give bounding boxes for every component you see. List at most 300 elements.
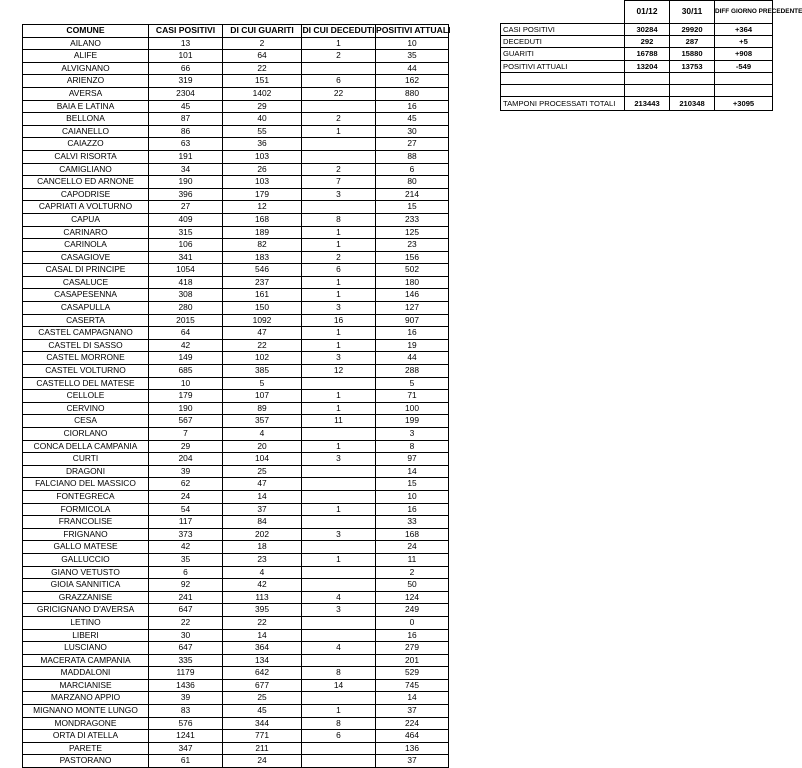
summary-label: GUARITI: [501, 48, 625, 60]
cell-comune: CASTELLO DEL MATESE: [23, 377, 149, 390]
cell-casi-positivi: 45: [149, 100, 223, 113]
table-row: [23, 667, 449, 680]
cell-deceduti: 3: [302, 188, 376, 201]
cell-guariti: 189: [223, 226, 302, 239]
cell-casi-positivi: 62: [149, 478, 223, 491]
cell-positivi-attuali: 33: [376, 516, 449, 529]
summary-value-yesterday: 15880: [670, 48, 715, 60]
cell-guariti: 771: [223, 730, 302, 743]
cell-positivi-attuali: 168: [376, 528, 449, 541]
cell-positivi-attuali: 127: [376, 302, 449, 315]
table-row: [23, 100, 449, 113]
cell-guariti: 1092: [223, 314, 302, 327]
table-row: [23, 365, 449, 378]
cell-deceduti: 3: [302, 528, 376, 541]
cell-casi-positivi: 567: [149, 415, 223, 428]
cell-comune: CANCELLO ED ARNONE: [23, 176, 149, 189]
cell-deceduti: 1: [302, 705, 376, 718]
cell-positivi-attuali: 10: [376, 490, 449, 503]
summary-label: [501, 85, 625, 97]
cell-guariti: 357: [223, 415, 302, 428]
table-row: [23, 352, 449, 365]
cell-casi-positivi: 418: [149, 276, 223, 289]
table-row: [23, 390, 449, 403]
cell-comune: MARZANO APPIO: [23, 692, 149, 705]
cell-deceduti: [302, 138, 376, 151]
cell-guariti: 40: [223, 113, 302, 126]
cell-casi-positivi: 149: [149, 352, 223, 365]
cell-positivi-attuali: 136: [376, 742, 449, 755]
table-row: [23, 503, 449, 516]
table-row: [23, 201, 449, 214]
cell-deceduti: 2: [302, 50, 376, 63]
table-row: [23, 591, 449, 604]
cell-positivi-attuali: 180: [376, 276, 449, 289]
cell-deceduti: [302, 755, 376, 768]
cell-deceduti: [302, 692, 376, 705]
cell-deceduti: 7: [302, 176, 376, 189]
cell-deceduti: [302, 516, 376, 529]
table-row: [23, 654, 449, 667]
cell-comune: MADDALONI: [23, 667, 149, 680]
summary-value-today: 13204: [625, 60, 670, 72]
cell-positivi-attuali: 6: [376, 163, 449, 176]
cell-comune: CASERTA: [23, 314, 149, 327]
table-row: [23, 138, 449, 151]
cell-casi-positivi: 86: [149, 125, 223, 138]
table-row: [23, 264, 449, 277]
cell-casi-positivi: 42: [149, 541, 223, 554]
cell-positivi-attuali: 279: [376, 642, 449, 655]
cell-guariti: 364: [223, 642, 302, 655]
table-row: [23, 302, 449, 315]
summary-diff: +908: [715, 48, 773, 60]
cell-casi-positivi: 87: [149, 113, 223, 126]
cell-comune: CASTEL MORRONE: [23, 352, 149, 365]
cell-deceduti: [302, 654, 376, 667]
summary-header-row: [501, 1, 773, 24]
cell-positivi-attuali: 224: [376, 717, 449, 730]
cell-positivi-attuali: 249: [376, 604, 449, 617]
cell-comune: GALLUCCIO: [23, 553, 149, 566]
summary-row: [501, 36, 773, 48]
cell-guariti: 45: [223, 705, 302, 718]
cell-deceduti: 1: [302, 327, 376, 340]
table-row: [23, 289, 449, 302]
cell-deceduti: 1: [302, 553, 376, 566]
cell-deceduti: 22: [302, 87, 376, 100]
cell-positivi-attuali: 15: [376, 478, 449, 491]
summary-value-yesterday: 13753: [670, 60, 715, 72]
cell-comune: ALIFE: [23, 50, 149, 63]
cell-guariti: 29: [223, 100, 302, 113]
summary-header-date-yesterday: 30/11: [670, 1, 715, 24]
table-row: [23, 465, 449, 478]
table-row: [23, 125, 449, 138]
cell-casi-positivi: 101: [149, 50, 223, 63]
summary-label: POSITIVI ATTUALI: [501, 60, 625, 72]
cell-positivi-attuali: 88: [376, 150, 449, 163]
summary-value-yesterday: 29920: [670, 24, 715, 36]
cell-deceduti: 1: [302, 503, 376, 516]
cell-comune: CASTEL CAMPAGNANO: [23, 327, 149, 340]
cell-guariti: 546: [223, 264, 302, 277]
cell-casi-positivi: 1436: [149, 679, 223, 692]
cell-guariti: 642: [223, 667, 302, 680]
cell-casi-positivi: 647: [149, 604, 223, 617]
cell-casi-positivi: 2015: [149, 314, 223, 327]
cell-deceduti: [302, 579, 376, 592]
cell-casi-positivi: 13: [149, 37, 223, 50]
summary-value-yesterday: [670, 85, 715, 97]
cell-guariti: 20: [223, 440, 302, 453]
summary-value-today: 213443: [625, 97, 670, 111]
cell-positivi-attuali: 44: [376, 352, 449, 365]
cell-deceduti: 1: [302, 226, 376, 239]
cell-deceduti: 1: [302, 125, 376, 138]
cell-positivi-attuali: 35: [376, 50, 449, 63]
table-row: [23, 566, 449, 579]
summary-row: [501, 85, 773, 97]
cell-comune: BELLONA: [23, 113, 149, 126]
cell-casi-positivi: 308: [149, 289, 223, 302]
cell-deceduti: 3: [302, 453, 376, 466]
table-row: [23, 742, 449, 755]
table-row: [23, 490, 449, 503]
cell-guariti: 47: [223, 478, 302, 491]
cell-positivi-attuali: 27: [376, 138, 449, 151]
comuni-table-body: [23, 37, 449, 767]
summary-table-body: [501, 24, 773, 111]
cell-positivi-attuali: 201: [376, 654, 449, 667]
table-row: [23, 705, 449, 718]
cell-casi-positivi: 341: [149, 251, 223, 264]
cell-deceduti: 8: [302, 717, 376, 730]
cell-deceduti: [302, 629, 376, 642]
cell-guariti: 104: [223, 453, 302, 466]
summary-value-yesterday: 210348: [670, 97, 715, 111]
cell-comune: LIBERI: [23, 629, 149, 642]
cell-guariti: 89: [223, 402, 302, 415]
cell-guariti: 5: [223, 377, 302, 390]
cell-positivi-attuali: 19: [376, 339, 449, 352]
cell-casi-positivi: 106: [149, 239, 223, 252]
cell-deceduti: [302, 100, 376, 113]
table-row: [23, 604, 449, 617]
cell-guariti: 113: [223, 591, 302, 604]
cell-comune: CASAGIOVE: [23, 251, 149, 264]
table-row: [23, 528, 449, 541]
cell-deceduti: 8: [302, 667, 376, 680]
table-row: [23, 87, 449, 100]
table-row: [23, 276, 449, 289]
cell-deceduti: 6: [302, 264, 376, 277]
cell-positivi-attuali: 44: [376, 62, 449, 75]
cell-casi-positivi: 280: [149, 302, 223, 315]
cell-comune: MONDRAGONE: [23, 717, 149, 730]
col-header-guariti: DI CUI GUARITI: [223, 25, 302, 38]
cell-positivi-attuali: 37: [376, 705, 449, 718]
cell-positivi-attuali: 0: [376, 616, 449, 629]
summary-header-blank: [501, 1, 625, 24]
cell-comune: CAPUA: [23, 213, 149, 226]
cell-guariti: 103: [223, 150, 302, 163]
cell-casi-positivi: 396: [149, 188, 223, 201]
summary-header-diff: DIFF GIORNO PRECEDENTE: [715, 1, 773, 24]
cell-casi-positivi: 1179: [149, 667, 223, 680]
cell-guariti: 26: [223, 163, 302, 176]
summary-value-yesterday: 287: [670, 36, 715, 48]
cell-positivi-attuali: 16: [376, 503, 449, 516]
cell-guariti: 82: [223, 239, 302, 252]
cell-casi-positivi: 42: [149, 339, 223, 352]
cell-positivi-attuali: 23: [376, 239, 449, 252]
cell-casi-positivi: 335: [149, 654, 223, 667]
cell-positivi-attuali: 2: [376, 566, 449, 579]
cell-positivi-attuali: 37: [376, 755, 449, 768]
cell-guariti: 2: [223, 37, 302, 50]
cell-positivi-attuali: 50: [376, 579, 449, 592]
summary-value-today: [625, 85, 670, 97]
cell-guariti: 22: [223, 62, 302, 75]
cell-positivi-attuali: 907: [376, 314, 449, 327]
table-row: [23, 541, 449, 554]
cell-positivi-attuali: 745: [376, 679, 449, 692]
table-row: [23, 415, 449, 428]
table-row: [23, 579, 449, 592]
cell-casi-positivi: 39: [149, 692, 223, 705]
table-row: [23, 453, 449, 466]
summary-diff: +5: [715, 36, 773, 48]
summary-diff: [715, 85, 773, 97]
cell-casi-positivi: 1054: [149, 264, 223, 277]
cell-positivi-attuali: 16: [376, 100, 449, 113]
cell-positivi-attuali: 14: [376, 692, 449, 705]
cell-casi-positivi: 2304: [149, 87, 223, 100]
col-header-casi-positivi: CASI POSITIVI: [149, 25, 223, 38]
table-row: [23, 616, 449, 629]
cell-guariti: 183: [223, 251, 302, 264]
summary-value-today: 292: [625, 36, 670, 48]
cell-guariti: 25: [223, 465, 302, 478]
cell-guariti: 107: [223, 390, 302, 403]
cell-positivi-attuali: 529: [376, 667, 449, 680]
cell-positivi-attuali: 10: [376, 37, 449, 50]
table-row: [23, 478, 449, 491]
table-row: [23, 755, 449, 768]
cell-deceduti: 3: [302, 604, 376, 617]
cell-casi-positivi: 685: [149, 365, 223, 378]
cell-deceduti: [302, 490, 376, 503]
cell-casi-positivi: 63: [149, 138, 223, 151]
table-row: [23, 377, 449, 390]
cell-positivi-attuali: 8: [376, 440, 449, 453]
cell-deceduti: 12: [302, 365, 376, 378]
summary-label: CASI POSITIVI: [501, 24, 625, 36]
cell-deceduti: [302, 478, 376, 491]
summary-diff: +364: [715, 24, 773, 36]
cell-comune: FRIGNANO: [23, 528, 149, 541]
cell-casi-positivi: 54: [149, 503, 223, 516]
cell-comune: CALVI RISORTA: [23, 150, 149, 163]
cell-deceduti: 14: [302, 679, 376, 692]
cell-positivi-attuali: 464: [376, 730, 449, 743]
cell-deceduti: [302, 62, 376, 75]
cell-casi-positivi: 34: [149, 163, 223, 176]
col-header-positivi-attuali: POSITIVI ATTUALI: [376, 25, 449, 38]
cell-comune: CONCA DELLA CAMPANIA: [23, 440, 149, 453]
cell-guariti: 150: [223, 302, 302, 315]
cell-comune: FORMICOLA: [23, 503, 149, 516]
cell-comune: CURTI: [23, 453, 149, 466]
cell-positivi-attuali: 100: [376, 402, 449, 415]
table-row: [23, 50, 449, 63]
cell-deceduti: [302, 428, 376, 441]
cell-deceduti: [302, 742, 376, 755]
col-header-deceduti: DI CUI DECEDUTI: [302, 25, 376, 38]
table-row: [23, 251, 449, 264]
cell-casi-positivi: 92: [149, 579, 223, 592]
summary-diff: [715, 72, 773, 84]
cell-comune: PASTORANO: [23, 755, 149, 768]
cell-comune: CESA: [23, 415, 149, 428]
cell-positivi-attuali: 97: [376, 453, 449, 466]
cell-deceduti: 1: [302, 402, 376, 415]
cell-guariti: 179: [223, 188, 302, 201]
table-row: [23, 642, 449, 655]
summary-value-today: 16788: [625, 48, 670, 60]
cell-positivi-attuali: 125: [376, 226, 449, 239]
cell-guariti: 25: [223, 692, 302, 705]
cell-guariti: 202: [223, 528, 302, 541]
summary-row: [501, 97, 773, 111]
cell-positivi-attuali: 71: [376, 390, 449, 403]
cell-deceduti: [302, 616, 376, 629]
summary-value-today: 30284: [625, 24, 670, 36]
cell-comune: AILANO: [23, 37, 149, 50]
cell-deceduti: [302, 377, 376, 390]
cell-deceduti: [302, 465, 376, 478]
cell-comune: FONTEGRECA: [23, 490, 149, 503]
cell-comune: CASTEL VOLTURNO: [23, 365, 149, 378]
table-row: [23, 163, 449, 176]
cell-deceduti: 1: [302, 37, 376, 50]
summary-row: [501, 48, 773, 60]
cell-positivi-attuali: 11: [376, 553, 449, 566]
cell-casi-positivi: 7: [149, 428, 223, 441]
cell-positivi-attuali: 16: [376, 327, 449, 340]
cell-comune: CARINOLA: [23, 239, 149, 252]
cell-guariti: 84: [223, 516, 302, 529]
table-row: [23, 692, 449, 705]
table-row: [23, 516, 449, 529]
cell-guariti: 103: [223, 176, 302, 189]
cell-casi-positivi: 10: [149, 377, 223, 390]
cell-comune: GALLO MATESE: [23, 541, 149, 554]
cell-comune: CASAL DI PRINCIPE: [23, 264, 149, 277]
table-row: [23, 37, 449, 50]
cell-guariti: 14: [223, 629, 302, 642]
cell-comune: CARINARO: [23, 226, 149, 239]
cell-comune: ARIENZO: [23, 75, 149, 88]
cell-deceduti: 4: [302, 642, 376, 655]
cell-guariti: 385: [223, 365, 302, 378]
cell-positivi-attuali: 288: [376, 365, 449, 378]
summary-value-today: [625, 72, 670, 84]
cell-comune: AVERSA: [23, 87, 149, 100]
cell-guariti: 677: [223, 679, 302, 692]
table-row: [23, 428, 449, 441]
cell-guariti: 395: [223, 604, 302, 617]
table-row: [23, 314, 449, 327]
cell-deceduti: 1: [302, 390, 376, 403]
cell-casi-positivi: 6: [149, 566, 223, 579]
cell-positivi-attuali: 14: [376, 465, 449, 478]
table-row: [23, 339, 449, 352]
summary-value-yesterday: [670, 72, 715, 84]
table-row: [23, 226, 449, 239]
cell-deceduti: 1: [302, 440, 376, 453]
cell-casi-positivi: 319: [149, 75, 223, 88]
table-row: [23, 327, 449, 340]
table-row: [23, 730, 449, 743]
cell-comune: FALCIANO DEL MASSICO: [23, 478, 149, 491]
cell-comune: CAPRIATI A VOLTURNO: [23, 201, 149, 214]
cell-positivi-attuali: 80: [376, 176, 449, 189]
cell-casi-positivi: 24: [149, 490, 223, 503]
cell-guariti: 55: [223, 125, 302, 138]
cell-casi-positivi: 190: [149, 402, 223, 415]
cell-positivi-attuali: 45: [376, 113, 449, 126]
cell-casi-positivi: 179: [149, 390, 223, 403]
cell-comune: LUSCIANO: [23, 642, 149, 655]
cell-comune: GIANO VETUSTO: [23, 566, 149, 579]
table-row: [23, 62, 449, 75]
table-row: [23, 440, 449, 453]
cell-deceduti: 6: [302, 75, 376, 88]
cell-deceduti: [302, 566, 376, 579]
cell-positivi-attuali: 24: [376, 541, 449, 554]
cell-casi-positivi: 191: [149, 150, 223, 163]
cell-guariti: 211: [223, 742, 302, 755]
cell-deceduti: 1: [302, 339, 376, 352]
cell-casi-positivi: 39: [149, 465, 223, 478]
cell-comune: CAIAZZO: [23, 138, 149, 151]
cell-deceduti: 1: [302, 239, 376, 252]
summary-label: DECEDUTI: [501, 36, 625, 48]
summary-diff: +3095: [715, 97, 773, 111]
cell-positivi-attuali: 146: [376, 289, 449, 302]
summary-table: [500, 0, 802, 111]
cell-positivi-attuali: 124: [376, 591, 449, 604]
cell-guariti: 42: [223, 579, 302, 592]
cell-comune: LETINO: [23, 616, 149, 629]
cell-comune: CASAPESENNA: [23, 289, 149, 302]
cell-casi-positivi: 61: [149, 755, 223, 768]
cell-casi-positivi: 64: [149, 327, 223, 340]
cell-comune: PARETE: [23, 742, 149, 755]
cell-guariti: 134: [223, 654, 302, 667]
cell-comune: MIGNANO MONTE LUNGO: [23, 705, 149, 718]
cell-positivi-attuali: 156: [376, 251, 449, 264]
cell-comune: CASTEL DI SASSO: [23, 339, 149, 352]
cell-casi-positivi: 83: [149, 705, 223, 718]
cell-comune: GRICIGNANO D'AVERSA: [23, 604, 149, 617]
cell-positivi-attuali: 3: [376, 428, 449, 441]
summary-row: [501, 24, 773, 36]
cell-casi-positivi: 30: [149, 629, 223, 642]
cell-comune: GRAZZANISE: [23, 591, 149, 604]
